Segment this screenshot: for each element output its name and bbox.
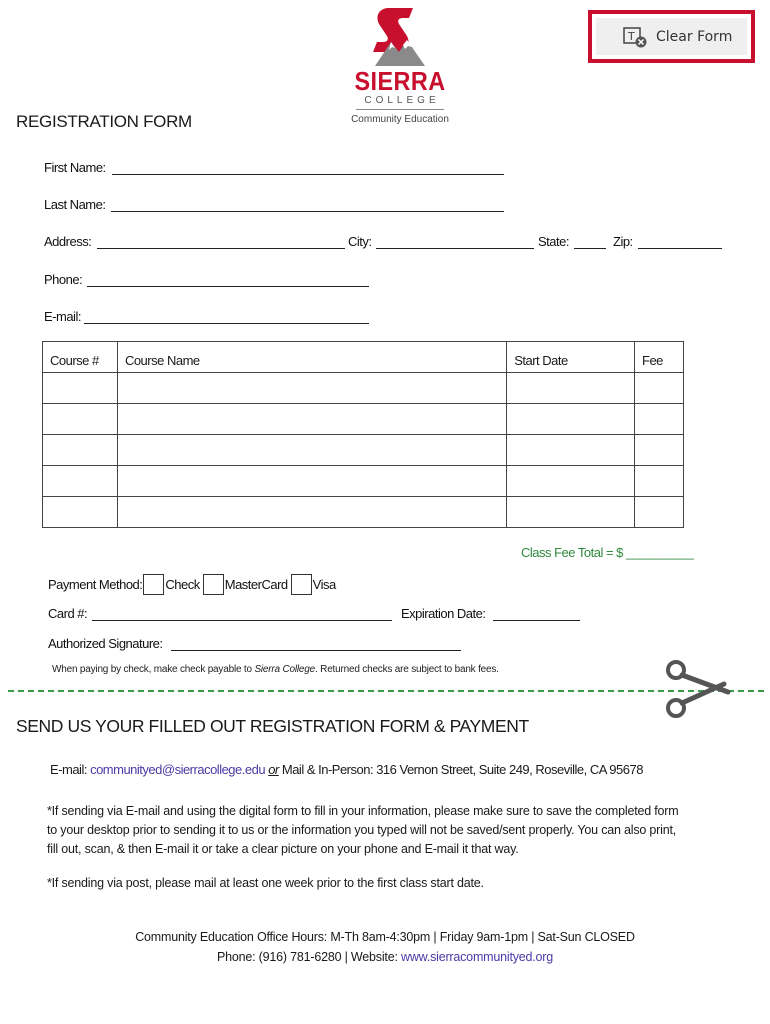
fee-cell[interactable] bbox=[635, 404, 684, 435]
payment-method-row bbox=[48, 575, 336, 596]
check-payment-note bbox=[52, 664, 499, 675]
table-row bbox=[43, 373, 684, 404]
start-date-header: Start Date bbox=[507, 342, 635, 373]
contact-line bbox=[50, 762, 643, 777]
visa-checkbox[interactable] bbox=[291, 574, 312, 595]
logo-department: Community Education bbox=[351, 114, 449, 125]
footer-contact-line bbox=[0, 950, 770, 964]
city-field[interactable] bbox=[376, 248, 534, 249]
course-number-cell[interactable] bbox=[43, 404, 118, 435]
course-name-cell[interactable] bbox=[117, 466, 506, 497]
first-name-field[interactable] bbox=[112, 174, 504, 175]
form-title: REGISTRATION FORM bbox=[16, 112, 192, 131]
table-header-row bbox=[43, 342, 684, 373]
fee-cell[interactable] bbox=[635, 373, 684, 404]
fee-cell[interactable] bbox=[635, 466, 684, 497]
email-instructions-note: *If sending via E-mail and using the digital form to fill in your information, please make sure to save the completed form to your desktop prior to sending it to us or the information you typed will not be saved/sent properly. You can also print, fill out, scan, & then E-mail it or take a clear picture on your phone and E-mail it that way. bbox=[47, 804, 679, 856]
expiration-date-label: Expiration Date: bbox=[401, 606, 486, 621]
fee-header: Fee bbox=[635, 342, 684, 373]
state-field[interactable] bbox=[574, 248, 606, 249]
course-name-cell[interactable] bbox=[117, 497, 506, 528]
logo-wordmark: SIERRA bbox=[354, 66, 446, 96]
footer-website-link[interactable]: www.sierracommunityed.org bbox=[401, 950, 554, 964]
course-number-cell[interactable] bbox=[43, 373, 118, 404]
fee-cell[interactable] bbox=[635, 497, 684, 528]
address-field[interactable] bbox=[97, 248, 345, 249]
card-number-label: Card #: bbox=[48, 606, 88, 621]
check-note-text-start: When paying by check, make check payable to bbox=[52, 664, 255, 675]
course-name-header: Course Name bbox=[117, 342, 506, 373]
address-label: Address: bbox=[44, 234, 92, 249]
contact-or: or bbox=[268, 762, 279, 777]
svg-text:T: T bbox=[628, 29, 635, 43]
check-note-text-end: . Returned checks are subject to bank fees. bbox=[315, 664, 499, 675]
course-number-cell[interactable] bbox=[43, 435, 118, 466]
table-row bbox=[43, 404, 684, 435]
phone-label: Phone: bbox=[44, 272, 83, 287]
footer-phone: Phone: (916) 781-6280 | Website: bbox=[216, 950, 402, 964]
scissors-icon bbox=[662, 660, 734, 720]
contact-email-label: E-mail: bbox=[50, 762, 91, 777]
office-hours: Community Education Office Hours: M-Th 8am-4:30pm | Friday 9am-1pm | Sat-Sun CLOSED bbox=[135, 930, 635, 944]
start-date-cell[interactable] bbox=[507, 404, 635, 435]
cut-line-divider bbox=[8, 690, 764, 692]
sierra-s-mountain-icon bbox=[369, 4, 431, 66]
check-checkbox[interactable] bbox=[143, 574, 164, 595]
mastercard-option-label: MasterCard bbox=[224, 576, 288, 592]
zip-label: Zip: bbox=[613, 234, 633, 249]
payment-method-label: Payment Method: bbox=[48, 576, 143, 592]
send-form-heading: SEND US YOUR FILLED OUT REGISTRATION FORM & PAYMENT bbox=[16, 716, 529, 736]
sierra-college-logo bbox=[340, 4, 460, 129]
last-name-field[interactable] bbox=[111, 211, 504, 212]
phone-field[interactable] bbox=[87, 286, 369, 287]
course-name-cell[interactable] bbox=[117, 373, 506, 404]
zip-field[interactable] bbox=[638, 248, 722, 249]
clear-form-label[interactable]: Clear Form bbox=[656, 28, 733, 45]
check-option-label: Check bbox=[165, 576, 200, 592]
post-instructions-note: *If sending via post, please mail at least one week prior to the first class start date. bbox=[47, 876, 484, 890]
email-field[interactable] bbox=[84, 323, 369, 324]
state-label: State: bbox=[538, 234, 569, 249]
card-number-field[interactable] bbox=[92, 620, 392, 621]
clear-form-icon bbox=[622, 26, 648, 48]
contact-mail-address: Mail & In-Person: 316 Vernon Street, Suite 249, Roseville, CA 95678 bbox=[278, 762, 643, 777]
table-row bbox=[43, 435, 684, 466]
city-label: City: bbox=[348, 234, 372, 249]
course-number-header: Course # bbox=[43, 342, 118, 373]
course-table bbox=[42, 341, 684, 528]
signature-field[interactable] bbox=[171, 650, 461, 651]
clear-form-button[interactable] bbox=[588, 10, 755, 63]
email-label: E-mail: bbox=[44, 309, 81, 324]
course-number-cell[interactable] bbox=[43, 497, 118, 528]
check-note-payee: Sierra College bbox=[254, 664, 316, 675]
contact-email-link[interactable]: communityed@sierracollege.edu bbox=[90, 762, 266, 777]
start-date-cell[interactable] bbox=[507, 435, 635, 466]
table-row bbox=[43, 466, 684, 497]
first-name-label: First Name: bbox=[44, 160, 106, 175]
start-date-cell[interactable] bbox=[507, 497, 635, 528]
start-date-cell[interactable] bbox=[507, 466, 635, 497]
class-fee-total[interactable]: Class Fee Total = $ __________ bbox=[521, 545, 694, 560]
logo-college-text: COLLEGE bbox=[356, 95, 444, 110]
fee-cell[interactable] bbox=[635, 435, 684, 466]
expiration-date-field[interactable] bbox=[493, 620, 580, 621]
visa-option-label: Visa bbox=[312, 576, 336, 592]
mastercard-checkbox[interactable] bbox=[203, 574, 224, 595]
start-date-cell[interactable] bbox=[507, 373, 635, 404]
table-row bbox=[43, 497, 684, 528]
course-number-cell[interactable] bbox=[43, 466, 118, 497]
signature-label: Authorized Signature: bbox=[48, 636, 163, 651]
course-name-cell[interactable] bbox=[117, 404, 506, 435]
clear-form-button-body[interactable] bbox=[596, 18, 747, 55]
course-name-cell[interactable] bbox=[117, 435, 506, 466]
last-name-label: Last Name: bbox=[44, 197, 106, 212]
